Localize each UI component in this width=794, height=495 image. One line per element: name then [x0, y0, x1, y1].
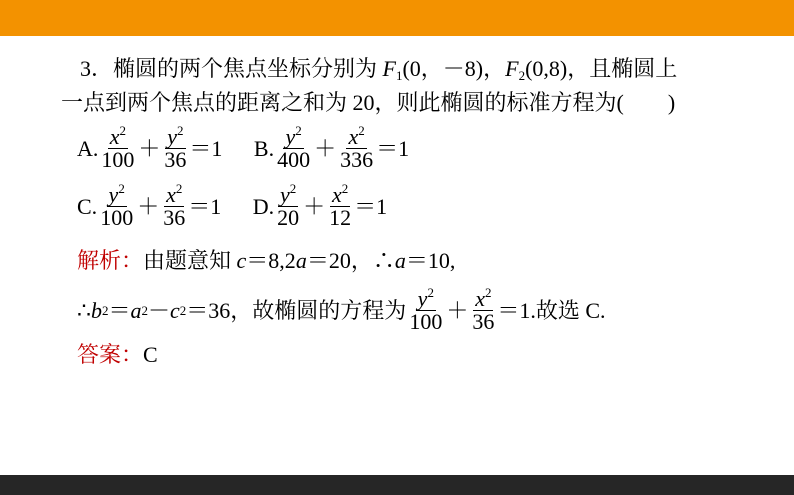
- option-a-plus: ＋: [138, 135, 161, 161]
- option-c-frac-2: $\frac{x^2}{36}$: [163, 181, 186, 230]
- bottom-footer-bar: [0, 475, 794, 495]
- analysis-text: ＝8,2: [246, 248, 296, 273]
- options-row-cd: [77, 181, 388, 230]
- option-b-label: B.: [253, 135, 275, 161]
- answer-value: C: [143, 342, 158, 367]
- analysis-text: ＝36，故椭圆的方程为: [186, 297, 407, 323]
- var-b: b: [91, 297, 102, 323]
- question-line-2: 一点到两个焦点的距离之和为 20，则此椭圆的标准方程为( ): [61, 90, 676, 115]
- option-b-rhs: ＝1: [376, 135, 410, 161]
- focus-f1-coords: (0，－8)，: [402, 56, 506, 81]
- option-d-label: D.: [252, 193, 275, 219]
- option-c[interactable]: [77, 181, 222, 230]
- focus-f1-sub: 1: [395, 68, 403, 83]
- question-text: 3．椭圆的两个焦点坐标分别为: [80, 56, 383, 81]
- option-b-plus: ＋: [314, 135, 337, 161]
- focus-f2-coords: (0,8)，且椭圆上: [525, 56, 678, 81]
- var-c: c: [170, 297, 180, 323]
- analysis-conclusion: ＝1.故选 C.: [497, 297, 606, 323]
- option-a-frac-1: $\frac{x^2}{100}$: [101, 123, 135, 172]
- focus-f2-sub: 2: [518, 68, 526, 83]
- option-d[interactable]: [252, 181, 388, 230]
- var-c: c: [236, 248, 247, 273]
- answer-line: [77, 340, 158, 370]
- option-d-rhs: ＝1: [354, 193, 388, 219]
- option-c-label: C.: [77, 193, 98, 219]
- plus: ＋: [446, 297, 469, 323]
- answer-label: 答案：: [77, 342, 144, 367]
- var-a: a: [394, 248, 406, 273]
- equals: ＝: [108, 297, 131, 323]
- option-b-frac-2: $\frac{x^2}{336}$: [340, 123, 374, 172]
- options-row-ab: [77, 123, 410, 172]
- result-frac-1: $\frac{y^2}{100}$: [409, 285, 443, 334]
- option-c-plus: ＋: [137, 193, 160, 219]
- focus-f1: F: [382, 56, 396, 81]
- analysis-label: 解析：: [77, 248, 144, 273]
- result-frac-2: $\frac{x^2}{36}$: [472, 285, 495, 334]
- option-d-frac-2: $\frac{x^2}{12}$: [329, 181, 352, 230]
- option-c-frac-1: $\frac{y^2}{100}$: [100, 181, 134, 230]
- top-accent-bar: [0, 0, 794, 36]
- option-a-label: A.: [77, 135, 99, 161]
- option-a-rhs: ＝1: [189, 135, 223, 161]
- question-line-1: [80, 54, 677, 84]
- analysis-text: ＝20，∴: [306, 248, 395, 273]
- var-a: a: [295, 248, 307, 273]
- focus-f2: F: [505, 56, 519, 81]
- option-b-frac-1: $\frac{y^2}{400}$: [277, 123, 311, 172]
- option-d-plus: ＋: [303, 193, 326, 219]
- option-a-frac-2: $\frac{y^2}{36}$: [164, 123, 187, 172]
- analysis-text: ＝10,: [405, 248, 456, 273]
- therefore-symbol: ∴: [77, 297, 91, 323]
- var-a: a: [130, 297, 142, 323]
- option-b[interactable]: [253, 123, 410, 172]
- analysis-line-1: [77, 246, 455, 276]
- analysis-line-2: ∴ b 2 ＝ a 2 － c 2 ＝36，故椭圆的方程为 $\frac{y^2}{100}$ ＋ $\frac{x^2}{36}$ ＝1.故选 C.: [77, 285, 606, 334]
- analysis-text: 由题意知: [143, 248, 237, 273]
- option-a[interactable]: [77, 123, 223, 172]
- option-d-frac-1: $\frac{y^2}{20}$: [277, 181, 300, 230]
- option-c-rhs: ＝1: [188, 193, 222, 219]
- minus: －: [148, 297, 171, 323]
